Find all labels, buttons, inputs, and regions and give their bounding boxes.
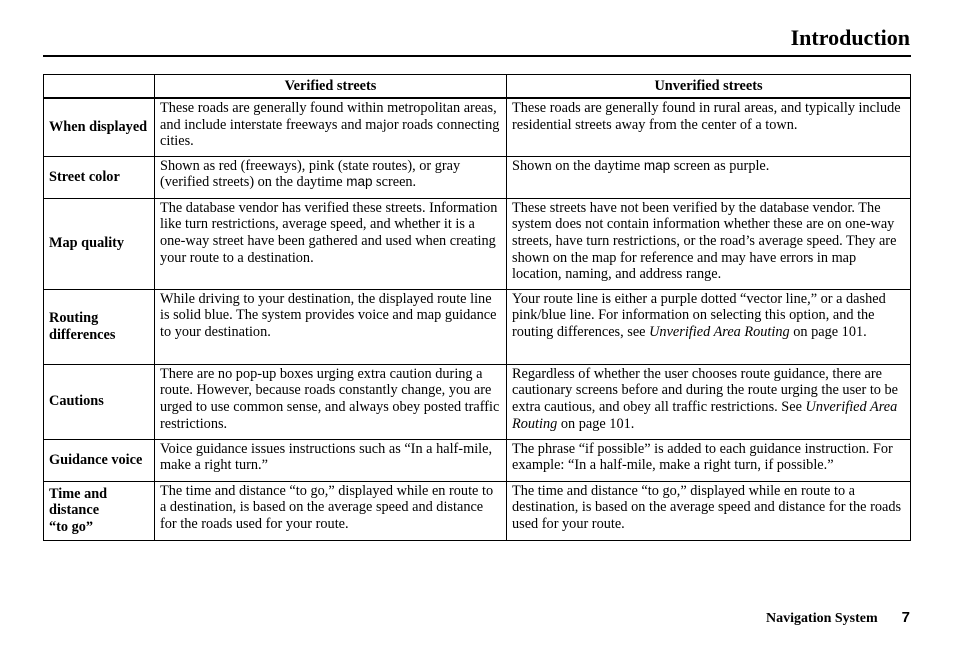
- label-line: “to go”: [49, 518, 94, 535]
- map-key-label: map: [346, 174, 373, 190]
- row-label-time-and-distance: [44, 481, 155, 540]
- cell-verified-map-quality: The database vendor has verified these streets. Information like turn restrictions, average speed, and whether it is a one-way street have been gathered and used when creating your route to a destination.: [155, 198, 507, 289]
- column-header-verified: Verified streets: [155, 75, 507, 99]
- cell-unverified-when-displayed: These roads are generally found in rural areas, and typically include residential streets away from the center of a town.: [507, 98, 911, 156]
- cell-text: on page 101.: [793, 323, 867, 340]
- cell-text: screen as purple.: [673, 157, 770, 174]
- cell-text: on page 101.: [560, 415, 635, 432]
- label-line: distance: [49, 502, 100, 519]
- table-row: [44, 289, 911, 364]
- label-line: Time and: [49, 485, 108, 502]
- page-title: Introduction: [790, 25, 910, 50]
- page-footer: [766, 609, 910, 628]
- cell-unverified-guidance-voice: The phrase “if possible” is added to each guidance instruction. For example: “In a half-mile, make a right turn, if possible.”: [507, 439, 911, 481]
- cross-reference: Unverified Area Routing: [512, 398, 898, 432]
- cell-text: screen.: [376, 174, 417, 191]
- row-label-when-displayed: When displayed: [44, 98, 155, 156]
- page-number: 7: [901, 609, 910, 626]
- cell-text: Regardless of whether the user chooses route guidance, there are cautionary screens before and during the route urging the user to be extra cautious, and obey all traffic restrictions. See: [512, 365, 899, 415]
- cell-verified-guidance-voice: Voice guidance issues instructions such as “In a half-mile, make a right turn.”: [155, 439, 507, 481]
- cell-text: Shown as red (freeways), pink (state routes), or gray (verified streets) on the daytime: [160, 157, 461, 191]
- cell-verified-cautions: There are no pop-up boxes urging extra caution during a route. However, because roads constantly change, you are urged to use common sense, and always obey posted traffic restrictions.: [155, 364, 507, 439]
- corner-cell: [44, 75, 155, 99]
- cell-unverified-street-color: [507, 156, 911, 198]
- cell-unverified-cautions: [507, 364, 911, 439]
- cell-unverified-time-and-distance: The time and distance “to go,” displayed while en route to a destination, is based on the average speed and distance for the roads used for your route.: [507, 481, 911, 540]
- cell-verified-street-color: [155, 156, 507, 198]
- table-row: [44, 156, 911, 198]
- table-row: [44, 439, 911, 481]
- column-header-unverified: Unverified streets: [507, 75, 911, 99]
- cell-verified-time-and-distance: The time and distance “to go,” displayed while en route to a destination, is based on the average speed and distance for the roads used for your route.: [155, 481, 507, 540]
- cell-verified-routing-differences: While driving to your destination, the displayed route line is solid blue. The system provides voice and map guidance to your destination.: [155, 289, 507, 364]
- map-key-label: map: [643, 157, 671, 173]
- table-row: [44, 198, 911, 289]
- cross-reference: Unverified Area Routing: [649, 323, 790, 340]
- row-label-guidance-voice: Guidance voice: [44, 439, 155, 481]
- table-row: [44, 98, 911, 156]
- row-label-street-color: Street color: [44, 156, 155, 198]
- table-row: [44, 364, 911, 439]
- cell-text: Your route line is either a purple dotted “vector line,” or a dashed pink/blue line. For information on selecting this option, and the routing differences, see: [512, 290, 886, 340]
- row-label-cautions: Cautions: [44, 364, 155, 439]
- row-label-map-quality: Map quality: [44, 198, 155, 289]
- cell-verified-when-displayed: These roads are generally found within metropolitan areas, and include interstate freeways and major roads connecting cities.: [155, 98, 507, 156]
- row-label-routing-differences: Routing differences: [44, 289, 155, 364]
- cell-text: Shown on the daytime: [512, 157, 641, 174]
- footer-section-label: Navigation System: [766, 611, 878, 626]
- title-rule: [43, 55, 911, 57]
- table-row: [44, 481, 911, 540]
- cell-unverified-map-quality: These streets have not been verified by the database vendor. The system does not contain information whether these are on one-way streets, have turn restrictions, or the road’s average speed. They are shown on the map for reference and may have errors in map location, naming, and address range.: [507, 198, 911, 289]
- cell-unverified-routing-differences: [507, 289, 911, 364]
- comparison-table: [43, 74, 911, 541]
- header-row: [44, 75, 911, 99]
